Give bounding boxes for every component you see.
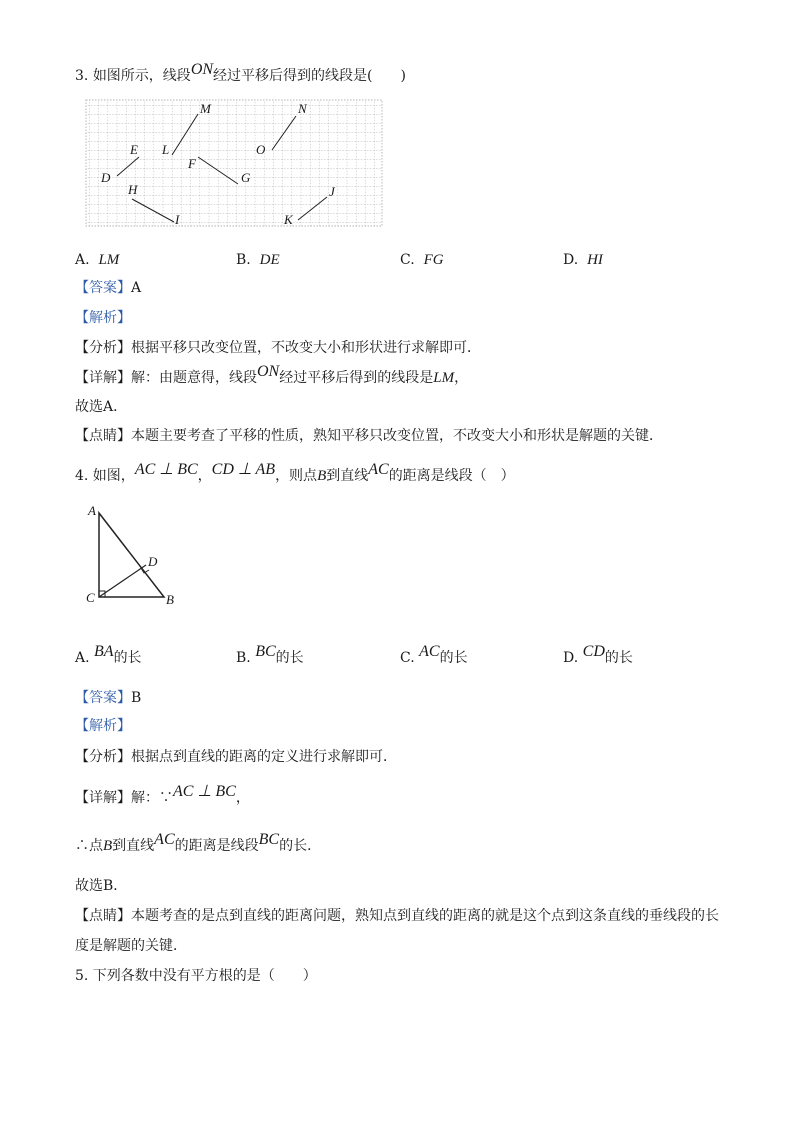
q4-analysis-heading: 【解析】 — [75, 718, 131, 734]
q4-option-b[interactable]: B. BC的长 — [236, 643, 304, 666]
label-n: N — [298, 101, 307, 116]
q4-triangle-figure — [84, 500, 194, 610]
q4-cond1: AC ⊥ BC — [134, 461, 198, 478]
label-b: B — [166, 592, 174, 607]
label-g: G — [241, 170, 251, 185]
q3-option-b[interactable]: B. DE — [236, 252, 280, 268]
q3-option-a[interactable]: A. LM — [75, 252, 120, 268]
q4-option-a[interactable]: A. BA的长 — [75, 643, 142, 666]
q4-answer: 【答案】B — [75, 690, 142, 706]
q3-dianjing: 【点睛】本题主要考查了平移的性质，熟知平移只改变位置，不改变大小和形状是解题的关键． — [75, 428, 663, 444]
q4-dianjing-cont: 度是解题的关键． — [75, 938, 187, 954]
label-c: C — [86, 590, 95, 605]
q3-grid-figure — [80, 96, 390, 228]
label-j: J — [329, 184, 335, 199]
q4-cond2: CD ⊥ AB — [211, 461, 276, 478]
q3-choose: 故选A． — [75, 399, 128, 415]
label-e: E — [130, 142, 138, 157]
label-m: M — [200, 101, 211, 116]
q4-option-d[interactable]: D. CD的长 — [563, 643, 633, 666]
label-h: H — [128, 182, 138, 197]
q3-option-d[interactable]: D. HI — [563, 252, 603, 268]
label-l: L — [162, 142, 170, 157]
q3-analysis-heading: 【解析】 — [75, 310, 131, 326]
q3-answer: 【答案】A — [75, 280, 142, 296]
segment-cd — [99, 565, 146, 597]
q4-dianjing: 【点睛】本题考查的是点到直线的距离问题，熟知点到直线的距离的就是这个点到这条直线的垂线段的长 — [75, 908, 719, 924]
q5-stem: 5. 下列各数中没有平方根的是（ ） — [75, 968, 317, 984]
label-i: I — [175, 212, 180, 227]
q3-fenxi: 【分析】根据平移只改变位置，不改变大小和形状进行求解即可． — [75, 340, 481, 356]
q3-stem: 3. 如图所示，线段ON经过平移后得到的线段是( ) — [75, 61, 406, 84]
q3-option-c[interactable]: C. FG — [400, 252, 444, 268]
q4-choose: 故选B． — [75, 878, 128, 894]
q4-stem: 4. 如图，AC ⊥ BC，CD ⊥ AB，则点B到直线AC的距离是线段（ ） — [75, 461, 515, 484]
q4-fenxi: 【分析】根据点到直线的距离的定义进行求解即可． — [75, 749, 397, 765]
label-d: D — [148, 554, 158, 569]
q3-xiangjie: 【详解】解：由题意得，线段ON经过平移后得到的线段是LM， — [75, 363, 469, 386]
label-f: F — [188, 156, 196, 171]
q4-xiangjie: 【详解】解：∵AC ⊥ BC， — [75, 783, 250, 806]
label-a: A — [88, 503, 96, 518]
q4-option-c[interactable]: C. AC的长 — [400, 643, 468, 666]
label-o: O — [256, 142, 266, 157]
label-d: D — [101, 170, 111, 185]
label-k: K — [284, 212, 293, 227]
q4-therefore: ∴点B到直线AC的距离是线段BC的长． — [75, 831, 322, 854]
q3-var-on: ON — [190, 61, 214, 78]
